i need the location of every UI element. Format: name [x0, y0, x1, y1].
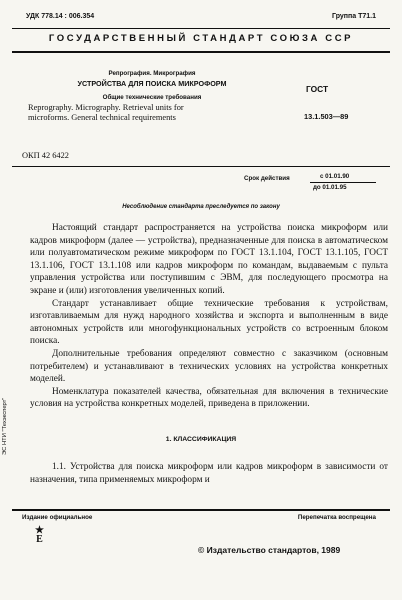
title-en-line-2: microforms. General technical requirements [28, 112, 176, 122]
document-title-ru: УСТРОЙСТВА ДЛЯ ПОИСКА МИКРОФОРМ [77, 79, 227, 88]
side-note: ЭС НТИ "Техэксперт" [2, 397, 8, 455]
subtitle-ru: Репрография. Микрография [108, 70, 196, 77]
udk-code: УДК 778.14 : 006.354 [26, 13, 95, 20]
paragraph: Настоящий стандарт распространяется на устройства поиска микроформ или кадров микроформ (далее — устройства), предназначенные для поиска в автоматическом или полуавтоматическом режиме микроформ по ГОСТ 13.1.104, ГОСТ 13.1.105, ГОСТ 13.1.106, ГОСТ 13.1.108 или кадров микроформ по командам, выдаваемым с пульта управления устройства или поступившим с ЭВМ, для последующего просмотра на экране и (или) изготовления увеличенных копий. [30, 223, 388, 296]
okp-code: ОКП 42 6422 [22, 151, 69, 160]
footer-rule [12, 509, 390, 511]
paragraph: Стандарт устанавливает общие технические требования к устройствам, изготавливаемым для нужд народного хозяйства и экспорта и выполненным в виде автономных устройств или многофункциональных устройств со встроенным блоком поиска. [30, 298, 388, 347]
document-title-en [22, 103, 282, 122]
gost-number: 13.1.503—89 [304, 112, 349, 121]
official-edition: Издание официальное [22, 514, 93, 521]
general-requirements-ru: Общие технические требования [102, 94, 202, 101]
standard-title: ГОСУДАРСТВЕННЫЙ СТАНДАРТ СОЮЗА ССР [48, 33, 354, 44]
star-e-mark [35, 526, 44, 544]
section-text [30, 461, 388, 486]
body-text [30, 222, 388, 411]
validity-label: Срок действия [244, 175, 290, 182]
letter-e: Е [36, 534, 43, 545]
title-block [22, 70, 282, 122]
group-code: Группа Т71.1 [332, 13, 376, 20]
copyright: © Издательство стандартов, 1989 [198, 545, 341, 555]
paragraph: 1.1. Устройства для поиска микроформ или кадров микроформ в зависимости от назначения, типа применяемых микроформ и [30, 462, 388, 485]
reprint-prohibited: Перепечатка воспрещена [297, 514, 376, 521]
title-en-line-1: Reprography. Micrography. Retrieval units for [28, 103, 184, 112]
title-rule [12, 51, 390, 53]
section-heading: 1. КЛАССИФИКАЦИЯ [165, 436, 237, 443]
validity-rule [310, 182, 376, 183]
paragraph: Номенклатура показателей качества, обязательная для включения в технические условия на устройства конкретных моделей, приведена в приложении. [30, 386, 388, 410]
paragraph: Дополнительные требования определяют совместно с заказчиком (основным потребителем) и устанавливают в технических условиях на устройства конкретных моделей. [30, 348, 388, 385]
gost-label: ГОСТ [306, 84, 329, 94]
header-rule [12, 166, 390, 167]
legal-notice: Несоблюдение стандарта преследуется по закону [122, 204, 280, 210]
star-icon: ★ [35, 525, 44, 536]
validity-from: с 01.01.90 [320, 173, 350, 180]
validity-to: до 01.01.95 [313, 184, 347, 191]
top-rule [12, 28, 390, 29]
